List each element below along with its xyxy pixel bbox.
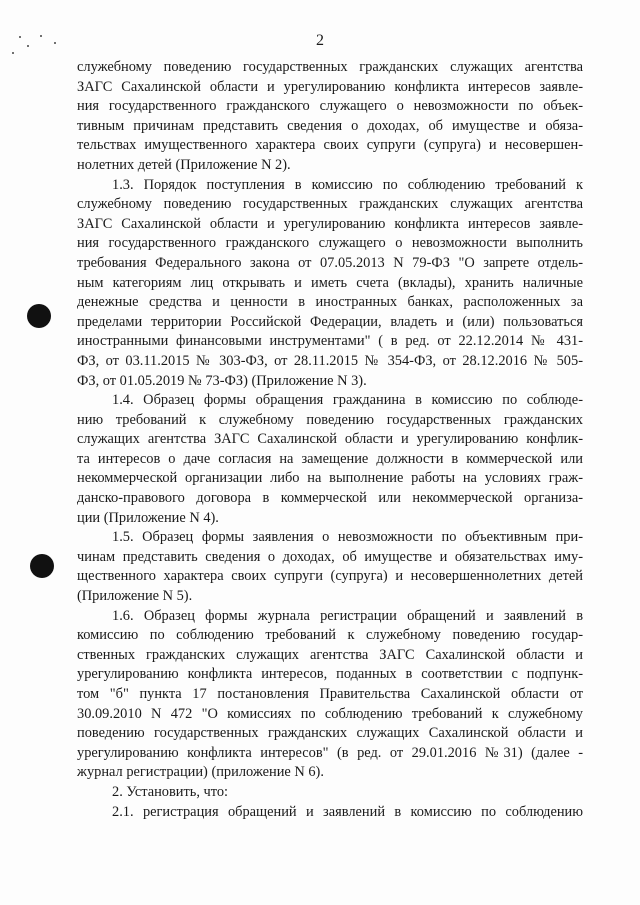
- text-line: 2. Установить, что:: [112, 783, 229, 800]
- text-line: журнал регистрации) (приложение N 6).: [77, 764, 324, 781]
- text-line: урегулированию конфликта интересов" (в ред. от 29.01.2016 №31) (далее -: [77, 744, 583, 761]
- text-line: ЗАГС Сахалинской области и урегулированию конфликта интересов заявле-: [77, 215, 583, 232]
- text-line: служебному поведению государственных гражданских служащих агентства: [77, 59, 583, 75]
- paragraph-2-1: [77, 803, 583, 823]
- text-line: 1.5. Образец формы заявления о невозможности по объективным при-: [112, 529, 583, 546]
- text-line: данско-правового договора в коммерческой или некоммерческой организа-: [77, 490, 583, 507]
- text-line: ФЗ, от 01.05.2019 № 73-ФЗ) (Приложение N 3).: [77, 372, 367, 389]
- text-line: урегулированию конфликта интересов, поданных в соответствии с подпунк-: [77, 666, 583, 683]
- text-line: ЗАГС Сахалинской области и урегулированию конфликта интересов заявле-: [77, 78, 583, 95]
- text-line: ФЗ, от 03.11.2015 № 303-ФЗ, от 28.11.2015 № 354-ФЗ, от 28.12.2016 № 505-: [77, 352, 583, 369]
- text-line: чинам представить сведения о доходах, об имуществе и обязательствах иму-: [77, 548, 583, 565]
- text-line: нию требований к служебному поведению государственных гражданских: [77, 411, 583, 428]
- text-line: поведению государственных гражданских служащих Сахалинской области и: [77, 725, 583, 742]
- binder-hole: [27, 304, 51, 328]
- paragraph-2: [77, 783, 583, 803]
- text-line: ным категориям лиц открывать и иметь счета (вклады), хранить наличные: [77, 274, 583, 291]
- text-line: тивным причинам представить сведения о доходах, об имуществе и обяза-: [77, 117, 583, 134]
- text-line: 1.3. Порядок поступления в комиссию по соблюдению требований к: [112, 176, 583, 193]
- paragraph-1-4: [77, 391, 583, 528]
- text-line: том "б" пункта 17 постановления Правительства Сахалинской области от: [77, 686, 583, 702]
- text-line: некоммерческой организации либо на выполнение работы на условиях граж-: [77, 470, 583, 487]
- text-line: ния государственного гражданского служащего о невозможности по объек-: [77, 98, 583, 115]
- text-line: иностранными финансовыми инструментами" ( в ред. от 22.12.2014 № 431-: [77, 333, 583, 350]
- paragraph-1-6: [77, 607, 583, 783]
- text-line: комиссию по соблюдению требований к служебному поведению государ-: [77, 627, 583, 644]
- page-number: 2: [316, 32, 324, 49]
- text-line: служебному поведению государственных гражданских служащих агентства: [77, 196, 583, 213]
- text-line: 1.4. Образец формы обращения гражданина в комиссию по соблюде-: [112, 392, 583, 409]
- text-line: 2.1. регистрация обращений и заявлений в комиссию по соблюдению: [112, 803, 583, 820]
- text-line: служащих агентства ЗАГС Сахалинской области и урегулированию конфлик-: [77, 431, 583, 448]
- text-line: та интересов о даче согласия на замещение должности в коммерческой или: [77, 450, 583, 467]
- text-line: требования Федерального закона от 07.05.2013 N 79-ФЗ "О запрете отдель-: [77, 254, 583, 271]
- binder-hole: [30, 554, 54, 578]
- document-body: [77, 58, 583, 822]
- text-line: тельствах имущественного характера своих супруги (супруга) и несовершен-: [77, 137, 583, 154]
- text-line: денежные средства и ценности в иностранных банках, расположенных за: [77, 294, 583, 311]
- text-line: пределами территории Российской Федерации, владеть и (или) пользоваться: [77, 313, 583, 330]
- text-line: ственных гражданских служащих агентства ЗАГС Сахалинской области и: [77, 646, 583, 663]
- text-line: 1.6. Образец формы журнала регистрации обращений и заявлений в: [112, 607, 583, 624]
- text-line: ния государственного гражданского служащего о невозможности выполнить: [77, 235, 583, 252]
- text-line: (Приложение N 5).: [77, 588, 193, 605]
- text-line: щественного характера своих супруги (супруга) и несовершеннолетних детей: [77, 568, 583, 585]
- scan-speck: [12, 52, 14, 54]
- paragraph-1-3: [77, 176, 583, 392]
- paragraph-1-5: [77, 528, 583, 606]
- text-line: ции (Приложение N 4).: [77, 509, 219, 526]
- text-line: 30.09.2010 N 472 "О комиссиях по соблюдению требований к служебному: [77, 705, 583, 722]
- paragraph-continuation: [77, 58, 583, 176]
- text-line: нолетних детей (Приложение N 2).: [77, 156, 291, 173]
